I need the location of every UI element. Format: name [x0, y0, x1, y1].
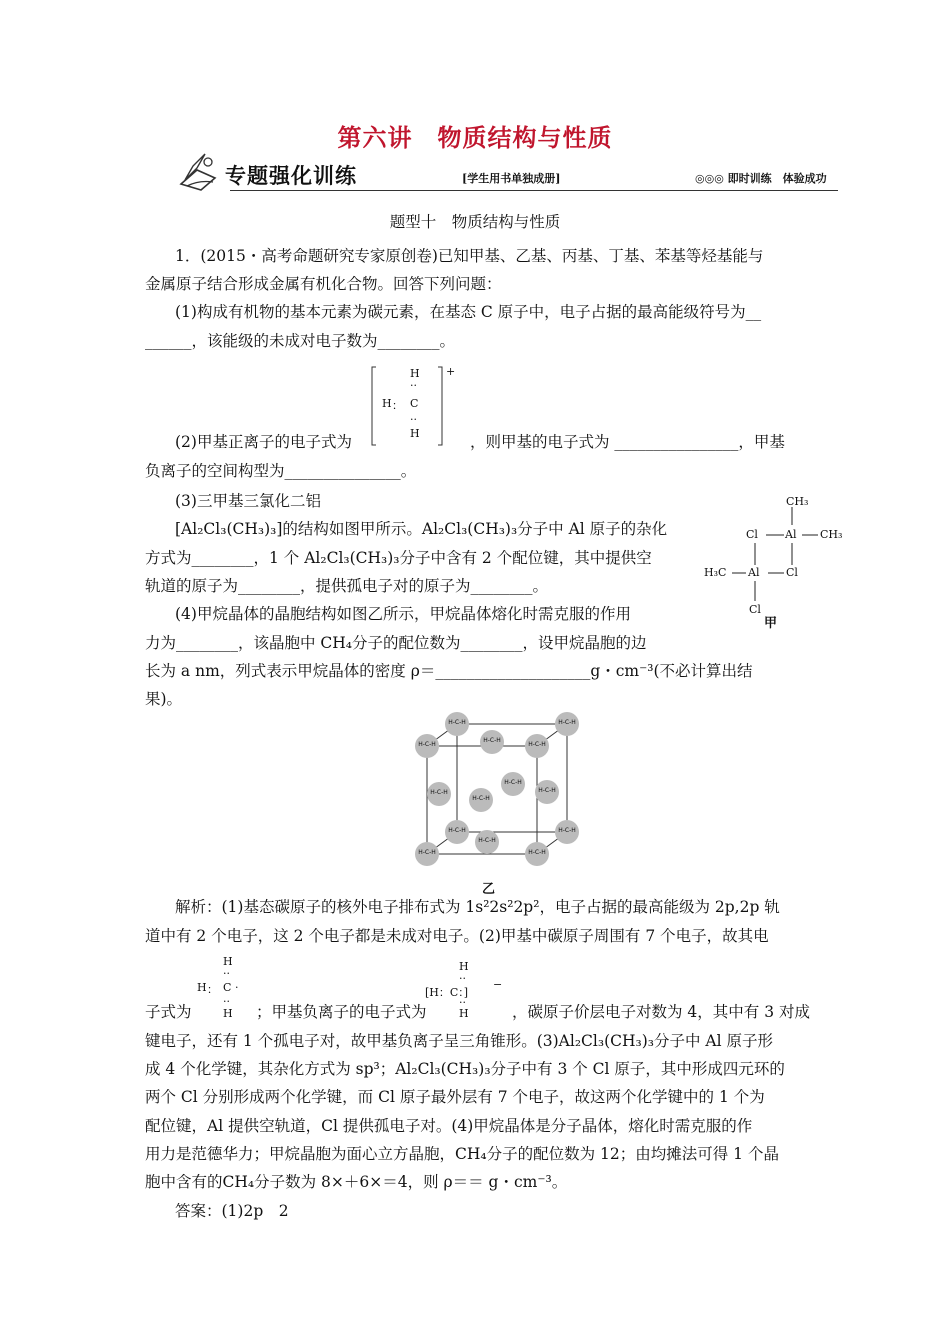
q1-part4-line1: (4)甲烷晶体的晶胞结构如图乙所示，甲烷晶体熔化时需克服的作用 — [175, 605, 631, 623]
atom-al: Al — [748, 566, 760, 579]
methane-molecule — [555, 820, 579, 844]
methane-label: H-C-H — [448, 827, 466, 834]
methane-molecule — [415, 734, 439, 758]
atom-h-top: H — [459, 960, 469, 973]
analysis-line3-b: ；甲基负离子的电子式为 — [256, 1003, 427, 1021]
q1-part4-line3: 长为 a nm，列式表示甲烷晶体的密度 ρ＝____________________g・cm⁻³(不必计算出结 — [145, 662, 753, 680]
methane-molecule — [475, 830, 499, 854]
charge-minus: − — [493, 978, 503, 991]
book-icon — [175, 150, 223, 192]
analysis-line3-c: ，碳原子价层电子对数为 4，其中有 3 对成 — [512, 1003, 811, 1021]
atom-h-left: H — [197, 981, 207, 994]
methane-label: H-C-H — [418, 849, 436, 856]
banner-rule — [230, 190, 838, 191]
methane-label: H-C-H — [504, 779, 522, 786]
analysis-line9: 胞中含有的CH₄分子数为 8×＋6×＝4，则 ρ＝＝ g・cm⁻³。 — [145, 1173, 568, 1191]
group-h3c: H₃C — [704, 566, 727, 579]
atom-h-bottom: H — [410, 427, 420, 440]
atom-h-bottom: H — [223, 1007, 233, 1020]
q1-part4-line2: 力为________，该晶胞中 CH₄分子的配位数为________，设甲烷晶胞的边 — [145, 634, 647, 652]
q1-part2-line2: 负离子的空间构型为_______________。 — [145, 462, 417, 480]
q1-part1-line2: ______，该能级的未成对电子数为________。 — [145, 332, 456, 350]
electron-pair: ·· — [223, 967, 230, 980]
analysis-line7: 配位键，Al 提供空轨道，Cl 提供孤电子对。(4)甲烷晶体是分子晶体，熔化时需克服的作 — [145, 1117, 753, 1135]
q1-part2-a: (2)甲基正离子的电子式为 — [175, 433, 352, 451]
q1-part2-b: ，则甲基的电子式为 ________________，甲基 — [470, 433, 785, 451]
methane-molecule — [501, 772, 525, 796]
methane-molecule — [535, 780, 559, 804]
methane-label: H-C-H — [483, 737, 501, 744]
figure-jia — [700, 495, 850, 630]
methane-label: H-C-H — [558, 827, 576, 834]
methyl-anion-formula — [425, 960, 505, 1020]
atom-al: Al — [785, 528, 797, 541]
atom-h-top: H — [223, 955, 233, 968]
single-electron: · — [235, 981, 239, 994]
methane-label: H-C-H — [538, 787, 556, 794]
analysis-line3-a: 子式为 — [145, 1003, 192, 1021]
analysis-line6: 两个 Cl 分别形成两个化学键，而 Cl 原子最外层有 7 个电子，故这两个化学键中的 1 个为 — [145, 1088, 765, 1106]
figure-label-yi: 乙 — [482, 882, 496, 897]
electron-pair: ·· — [410, 413, 417, 426]
atom-cl: Cl — [746, 528, 758, 541]
q1-part3-line2: 方式为________，1 个 Al₂Cl₃(CH₃)₃分子中含有 2 个配位键，其中提供空 — [145, 549, 652, 567]
anion-core: [H：C：] — [425, 986, 469, 999]
methane-molecule — [525, 734, 549, 758]
answer-line: 答案：(1)2p 2 — [175, 1202, 289, 1220]
figure-label-jia: 甲 — [764, 616, 778, 631]
methane-label: H-C-H — [558, 719, 576, 726]
q1-part3-line1: [Al₂Cl₃(CH₃)₃]的结构如图甲所示。Al₂Cl₃(CH₃)₃分子中 Al 原子的杂化 — [175, 520, 668, 538]
page-title: 第六讲 物质结构与性质 — [337, 124, 613, 152]
methane-molecule — [445, 820, 469, 844]
methane-molecule — [555, 712, 579, 736]
q1-intro-line1: 1．(2015・高考命题研究专家原创卷)已知甲基、乙基、丙基、丁基、苯基等烃基能与 — [175, 247, 764, 265]
methane-label: H-C-H — [528, 849, 546, 856]
electron-pair: ·· — [459, 972, 466, 985]
group-ch3-right: CH₃ — [820, 528, 843, 541]
analysis-line8: 用力是范德华力；甲烷晶胞为面心立方晶胞，CH₄分子的配位数为 12；由均摊法可得 1 个晶 — [145, 1145, 779, 1163]
methyl-radical-formula — [195, 955, 245, 1020]
methane-molecule — [469, 788, 493, 812]
group-ch3-top: CH₃ — [786, 495, 809, 508]
q1-part3-title: (3)三甲基三氯化二铝 — [175, 492, 321, 510]
banner-slogan: ◎◎◎ 即时训练 体验成功 — [695, 172, 827, 185]
atom-c: C — [410, 397, 419, 410]
methane-molecule — [415, 842, 439, 866]
methane-molecule — [525, 842, 549, 866]
atom-c: C — [223, 981, 232, 994]
q1-part4-line4: 果)。 — [145, 690, 183, 708]
figure-yi — [395, 710, 585, 897]
atom-h-left: H — [382, 397, 392, 410]
banner-title: 专题强化训练 — [225, 164, 357, 188]
electron-pair: ： — [207, 983, 218, 996]
methane-label: H-C-H — [472, 795, 490, 802]
analysis-line1: 解析：(1)基态碳原子的核外电子排布式为 1s²2s²2p²，电子占据的最高能级为 2p,2p 轨 — [175, 898, 780, 916]
section-title: 题型十 物质结构与性质 — [389, 213, 561, 231]
methyl-cation-formula — [370, 365, 465, 450]
electron-pair: ·· — [410, 379, 417, 392]
atom-h-bottom: H — [459, 1007, 469, 1020]
methane-label: H-C-H — [478, 837, 496, 844]
methane-molecule — [445, 712, 469, 736]
analysis-line4: 键电子，还有 1 个孤电子对，故甲基负离子呈三角锥形。(3)Al₂Cl₃(CH₃)₃分子中 Al 原子形 — [145, 1032, 773, 1050]
q1-intro-line2: 金属原子结合形成金属有机化合物。回答下列问题： — [145, 275, 502, 293]
atom-cl: Cl — [749, 603, 761, 616]
atom-cl: Cl — [786, 566, 798, 579]
charge-plus: + — [446, 365, 456, 378]
electron-pair: ： — [392, 399, 403, 412]
methane-molecule — [427, 782, 451, 806]
methane-label: H-C-H — [528, 741, 546, 748]
methane-label: H-C-H — [418, 741, 436, 748]
methane-label: H-C-H — [448, 719, 466, 726]
q1-part3-line3: 轨道的原子为________，提供孤电子对的原子为________。 — [145, 577, 549, 595]
atom-h-top: H — [410, 367, 420, 380]
analysis-line5: 成 4 个化学键，其杂化方式为 sp³；Al₂Cl₃(CH₃)₃分子中有 3 个 Cl 原子，其中形成四元环的 — [145, 1060, 785, 1078]
methane-label: H-C-H — [430, 789, 448, 796]
al-structure-bonds — [700, 495, 850, 630]
methane-molecule — [480, 730, 504, 754]
analysis-line2: 道中有 2 个电子，这 2 个电子都是未成对电子。(2)甲基中碳原子周围有 7 个电子，故其电 — [145, 927, 769, 945]
banner-note: [学生用书单独成册] — [462, 172, 561, 185]
electron-pair: ·· — [223, 995, 230, 1008]
q1-part1-line1: (1)构成有机物的基本元素为碳元素，在基态 C 原子中，电子占据的最高能级符号为__ — [175, 303, 762, 321]
electron-pair: ·· — [459, 996, 466, 1009]
